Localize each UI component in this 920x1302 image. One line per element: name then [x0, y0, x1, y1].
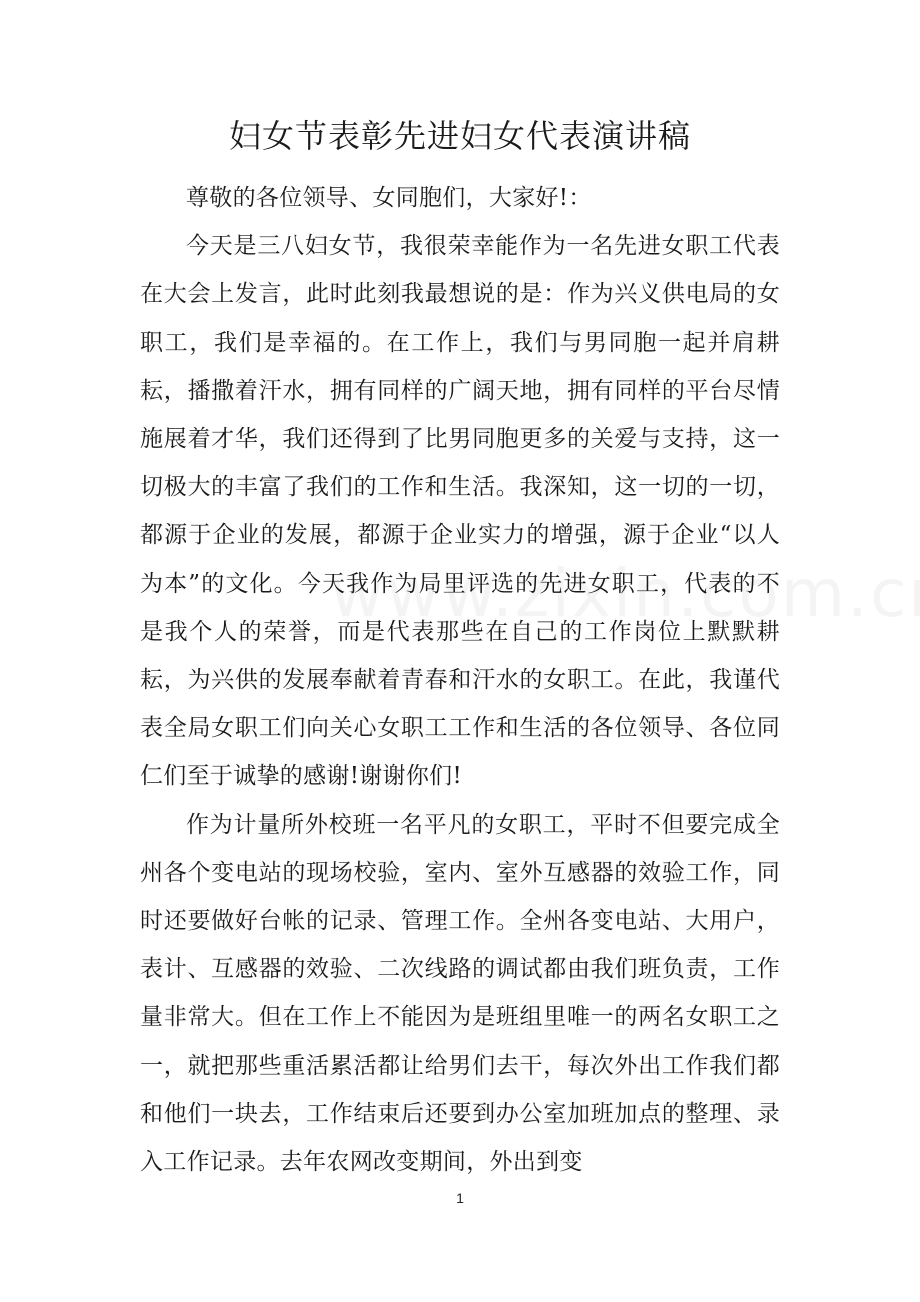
document-title: 妇女节表彰先进妇女代表演讲稿 [228, 117, 691, 155]
page-number: 1 [456, 1190, 464, 1206]
document-body [140, 174, 780, 1186]
paragraph-greeting: 尊敬的各位领导、女同胞们，大家好!： [186, 185, 592, 211]
paragraph-intro: 今天是三八妇女节，我很荣幸能作为一名先进女职工代表在大会上发言，此时此刻我最想说的是：作为兴义供电局的女职工，我们是幸福的。在工作上，我们与男同胞一起并肩耕耘，播撒着汗水，拥有同样的广阔天地，拥有同样的平台尽情施展着才华，我们还得到了比男同胞更多的关爱与支持，这一切极大的丰富了我们的工作和生活。我深知，这一切的一切，都源于企业的发展，都源于企业实力的增强，源于企业“以人为本”的文化。今天我作为局里评选的先进女职工，代表的不是我个人的荣誉，而是代表那些在自己的工作岗位上默默耕耘，为兴供的发展奉献着青春和汗水的女职工。在此，我谨代表全局女职工们向关心女职工工作和生活的各位领导、各位同仁们至于诚挚的感谢!谢谢你们! [140, 233, 780, 790]
paragraph-work: 作为计量所外校班一名平凡的女职工，平时不但要完成全州各个变电站的现场校验，室内、室外互感器的效验工作，同时还要做好台帐的记录、管理工作。全州各变电站、大用户，表计、互感器的效验、二次线路的调试都由我们班负责，工作量非常大。但在工作上不能因为是班组里唯一的两名女职工之一，就把那些重活累活都让给男们去干，每次外出工作我们都和他们一块去，工作结束后还要到办公室加班加点的整理、录入工作记录。去年农网改变期间，外出到变 [140, 811, 780, 1176]
